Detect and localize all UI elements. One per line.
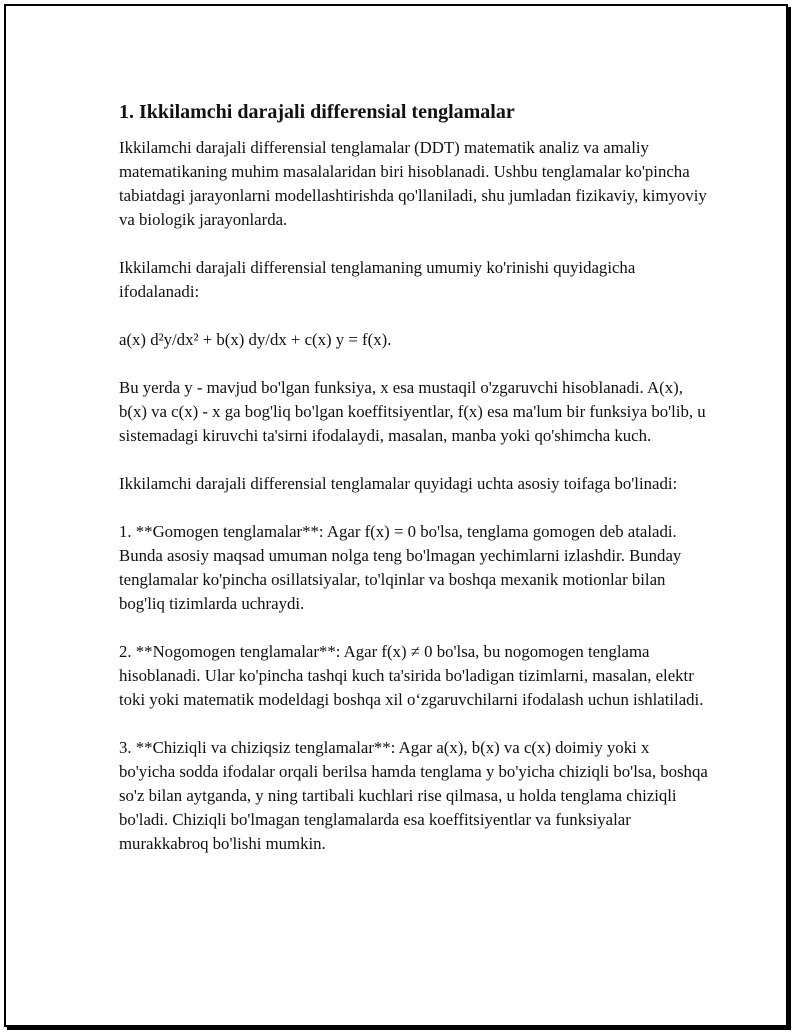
equation-paragraph: a(x) d²y/dx² + b(x) dy/dx + c(x) y = f(x). [119, 330, 392, 349]
variables-explanation-paragraph: Bu yerda y - mavjud bo'lgan funksiya, x esa mustaqil o'zgaruvchi hisoblanadi. A(x), b(x) va c(x) - x ga bog'liq bo'lgan koeffitsiyentlar, f(x) esa ma'lum bir funksiya bo'lib, u sistemadagi kiruvchi ta'sirni ifodalaydi, masalan, manba yoki qo'shimcha kuch. [119, 378, 706, 445]
homogeneous-item-paragraph: 1. **Gomogen tenglamalar**: Agar f(x) = 0 bo'lsa, tenglama gomogen deb ataladi. Bunda asosiy maqsad umuman nolga teng bo'lmagan yechimlarni izlashdir. Bunday tenglamalar ko'pincha osillatsiyalar, to'lqinlar va boshqa mexanik motionlar bilan bog'liq tizimlarda uchraydi. [119, 522, 682, 613]
intro-paragraph: Ikkilamchi darajali differensial tenglamalar (DDT) matematik analiz va amaliy matematikaning muhim masalalaridan biri hisoblanadi. Ushbu tenglamalar ko'pincha tabiatdagi jarayonlarni modellashtirishda qo'llaniladi, shu jumladan fizikaviy, kimyoviy va biologik jarayonlarda. [119, 138, 707, 229]
section-heading: 1. Ikkilamchi darajali differensial tenglamalar [119, 101, 515, 123]
nonhomogeneous-item-paragraph: 2. **Nogomogen tenglamalar**: Agar f(x) ≠ 0 bo'lsa, bu nogomogen tenglama hisoblanadi. Ular ko'pincha tashqi kuch ta'sirida bo'ladigan tizimlarni, masalan, elektr toki yoki matematik modeldagi boshqa xil o‘zgaruvchilarni ifodalash uchun ishlatiladi. [119, 642, 704, 709]
document-body [119, 99, 709, 880]
categories-intro-paragraph: Ikkilamchi darajali differensial tenglamalar quyidagi uchta asosiy toifaga bo'linadi: [119, 474, 678, 493]
linear-nonlinear-item-paragraph: 3. **Chiziqli va chiziqsiz tenglamalar**: Agar a(x), b(x) va c(x) doimiy yoki x bo'yicha sodda ifodalar orqali berilsa hamda tenglama y bo'yicha chiziqli bo'lsa, boshqa so'z bilan aytganda, y ning tartibali kuchlari rise qilmasa, u holda tenglama chiziqli bo'ladi. Chiziqli bo'lmagan tenglamalarda esa koeffitsiyentlar va funksiyalar murakkabroq bo'lishi mumkin. [119, 738, 708, 853]
general-form-intro-paragraph: Ikkilamchi darajali differensial tenglamaning umumiy ko'rinishi quyidagicha ifodalanadi: [119, 258, 636, 301]
document-page [4, 4, 788, 1027]
